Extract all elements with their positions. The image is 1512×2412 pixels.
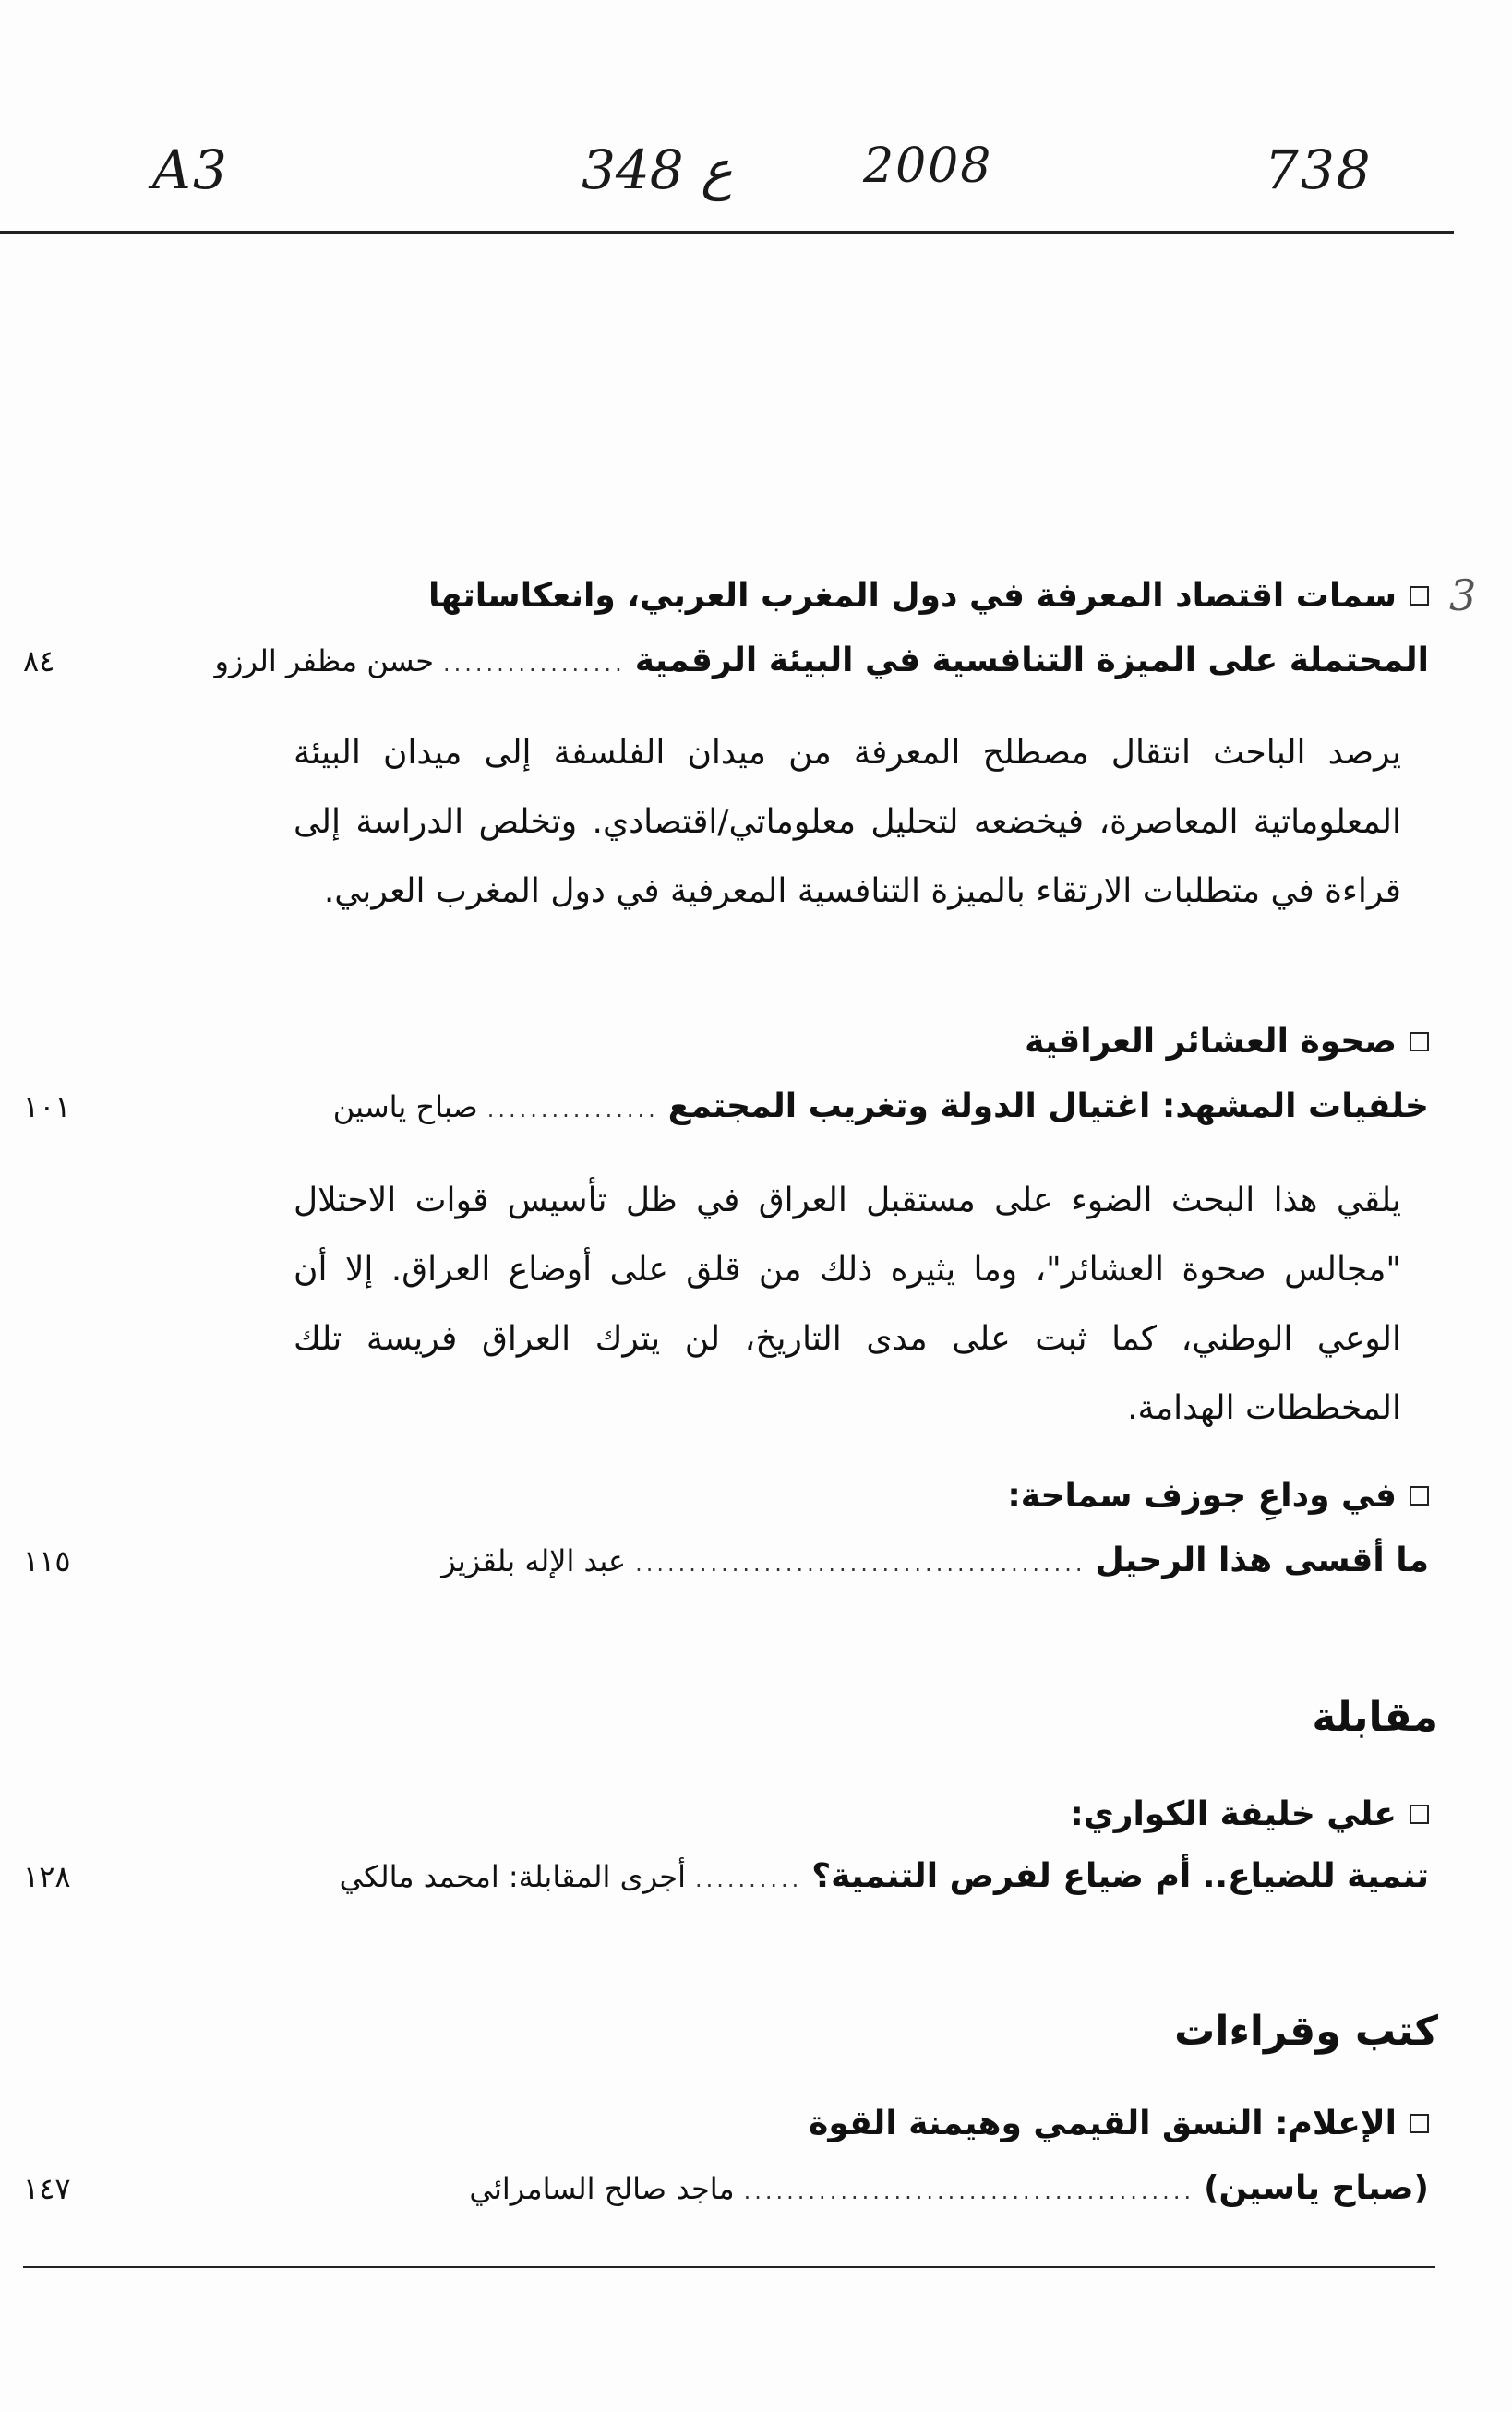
entry-5-line — [23, 2169, 1429, 2207]
entry-2-author: صباح ياسين — [332, 1089, 478, 1124]
leader-dots: ................ — [486, 1097, 659, 1122]
handwritten-code-left: A3 — [152, 138, 229, 201]
section-heading-interview: مقابلة — [1312, 1694, 1438, 1741]
entry-1-author: حسن مظفر الرزو — [214, 643, 434, 678]
entry-4-subtitle: تنمية للضياع.. أم ضياع لفرص التنمية؟ — [811, 1857, 1429, 1895]
entry-2-subtitle: خلفيات المشهد: اغتيال الدولة وتغريب المجتمع — [667, 1087, 1429, 1125]
checkbox-icon — [1410, 586, 1429, 606]
entry-5-page: ١٤٧ — [23, 2171, 71, 2206]
entry-4-line — [23, 1857, 1429, 1895]
leader-dots: .......... — [694, 1866, 803, 1892]
entry-3-author: عبد الإله بلقزيز — [441, 1543, 627, 1578]
entry-1-page: ٨٤ — [23, 643, 55, 678]
entry-4-page: ١٢٨ — [23, 1859, 71, 1894]
entry-2-page: ١٠١ — [23, 1089, 71, 1124]
entry-4-title: علي خليفة الكواري: — [1070, 1795, 1429, 1833]
handwritten-year: 2008 — [863, 138, 993, 194]
checkbox-icon — [1410, 1032, 1429, 1051]
handwritten-code-right: 738 — [1265, 138, 1373, 201]
entry-5-subtitle: (صباح ياسين) — [1204, 2169, 1429, 2207]
entry-5-title: الإعلام: النسق القيمي وهيمنة القوة — [809, 2105, 1429, 2142]
top-rule — [0, 231, 1454, 234]
checkbox-icon — [1410, 1486, 1429, 1506]
entry-1-title: سمات اقتصاد المعرفة في دول المغرب العربي، وانعكاساتها — [428, 577, 1429, 615]
entry-1-subtitle: المحتملة على الميزة التنافسية في البيئة الرقمية — [634, 642, 1429, 679]
entry-2-line — [23, 1087, 1429, 1125]
entry-1-abstract: يرصد الباحث انتقال مصطلح المعرفة من ميدان الفلسفة إلى ميدان البيئة المعلوماتية المعاصرة، فيخضعه لتحليل معلوماتي/اقتصادي. وتخلص الدراسة إلى قراءة في متطلبات الارتقاء بالميزة التنافسية المعرفية في دول المغرب العربي. — [294, 734, 1401, 910]
leader-dots: .......................................... — [743, 2178, 1195, 2204]
entry-3-title: في وداعِ جوزف سماحة: — [1007, 1477, 1429, 1515]
handwritten-margin-mark: 3 — [1449, 570, 1477, 620]
checkbox-icon — [1410, 2114, 1429, 2133]
handwritten-code-center: 348 ع — [582, 138, 733, 201]
entry-4-author: أجرى المقابلة: امحمد مالكي — [339, 1859, 686, 1894]
entry-2-abstract: يلقي هذا البحث الضوء على مستقبل العراق في ظل تأسيس قوات الاحتلال "مجالس صحوة العشائر"، وما يثيره ذلك من قلق على أوضاع العراق. إلا أن الوعي الوطني، كما ثبت على مدى التاريخ، لن يترك العراق فريسة تلك المخططات الهدامة. — [294, 1182, 1401, 1427]
entry-2-title: صحوة العشائر العراقية — [1025, 1023, 1429, 1061]
entry-3-line — [23, 1542, 1429, 1579]
entry-5-author: ماجد صالح السامرائي — [469, 2171, 735, 2206]
leader-dots: .......................................... — [635, 1551, 1086, 1577]
section-heading-books: كتب وقراءات — [1174, 2008, 1438, 2055]
leader-dots: ................. — [443, 651, 626, 677]
entry-1-line — [23, 642, 1429, 679]
checkbox-icon — [1410, 1805, 1429, 1824]
bottom-rule — [23, 2266, 1435, 2268]
entry-3-page: ١١٥ — [23, 1543, 71, 1578]
entry-3-subtitle: ما أقسى هذا الرحيل — [1095, 1542, 1429, 1579]
